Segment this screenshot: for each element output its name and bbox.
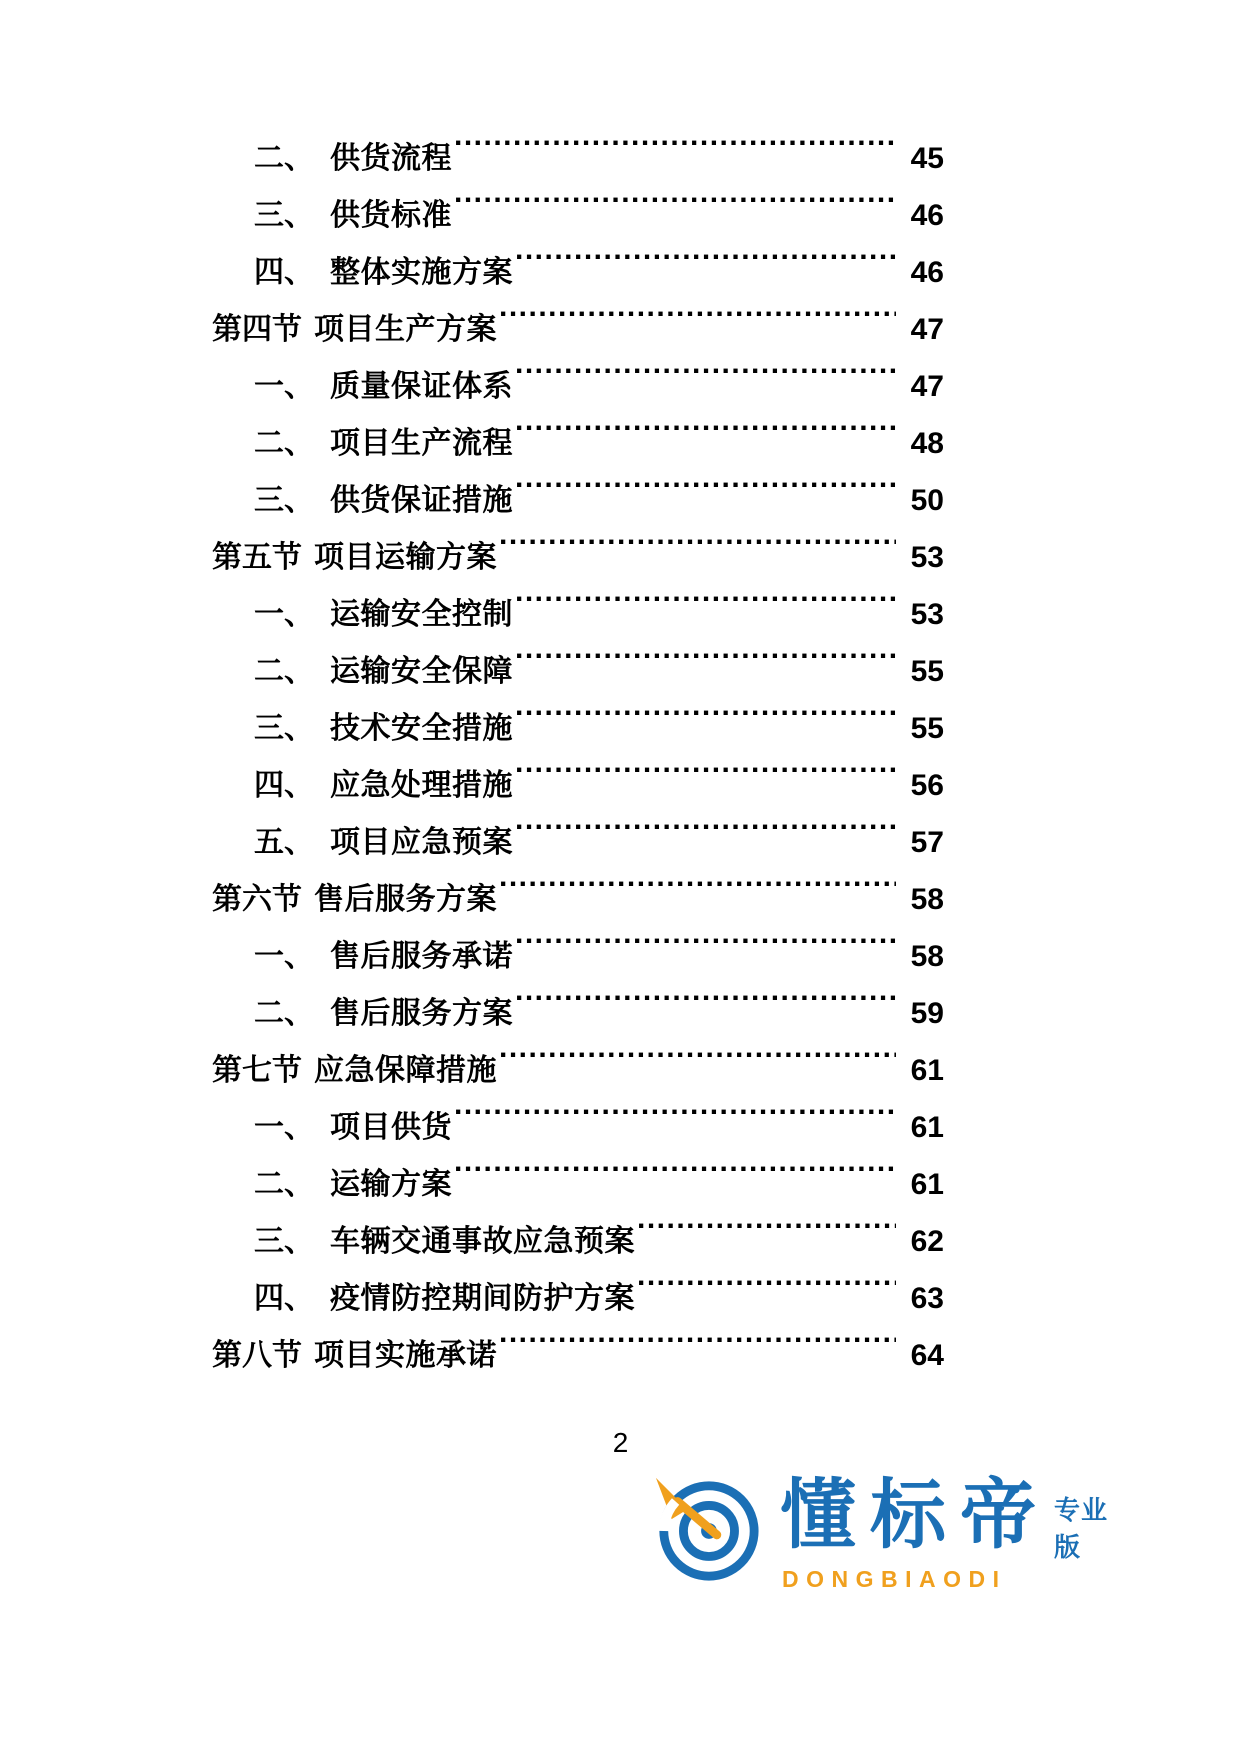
toc-entry-page: 61 xyxy=(910,1054,944,1087)
toc-entry[interactable] xyxy=(0,358,1241,415)
page-number-value: 2 xyxy=(612,1427,629,1458)
toc-leader-dots xyxy=(454,138,896,168)
toc-entry[interactable] xyxy=(0,700,1241,757)
toc-entry[interactable] xyxy=(0,871,1241,928)
toc-entry-page: 46 xyxy=(910,199,944,232)
toc-entry-lead: 三、 xyxy=(254,199,314,232)
toc-entry-page: 53 xyxy=(910,541,944,574)
toc-leader-dots xyxy=(499,1050,896,1080)
toc-entry-lead: 二、 xyxy=(254,655,314,688)
toc-leader-dots xyxy=(515,594,896,624)
toc-leader-dots xyxy=(454,195,896,225)
toc-entry[interactable] xyxy=(0,187,1241,244)
toc-entry-page: 47 xyxy=(910,313,944,346)
toc-leader-dots xyxy=(515,480,896,510)
toc-entry[interactable] xyxy=(0,1270,1241,1327)
toc-entry-title: 车辆交通事故应急预案 xyxy=(330,1225,635,1258)
toc-entry-title: 质量保证体系 xyxy=(330,370,513,403)
toc-entry[interactable] xyxy=(0,415,1241,472)
toc-entry[interactable] xyxy=(0,244,1241,301)
toc-leader-dots xyxy=(637,1278,896,1308)
toc-entry-title: 供货标准 xyxy=(330,199,452,232)
toc-entry-lead: 一、 xyxy=(254,1111,314,1144)
toc-entry[interactable] xyxy=(0,1213,1241,1270)
toc-leader-dots xyxy=(454,1164,896,1194)
toc-entry-page: 48 xyxy=(910,427,944,460)
toc-entry-lead: 二、 xyxy=(254,1168,314,1201)
toc-entry-page: 55 xyxy=(910,712,944,745)
toc-entry-lead: 一、 xyxy=(254,598,314,631)
toc-entry-lead: 第七节 xyxy=(212,1054,302,1087)
toc-entry-lead: 二、 xyxy=(254,997,314,1030)
toc-entry-title: 应急处理措施 xyxy=(330,769,513,802)
toc-entry-lead: 一、 xyxy=(254,370,314,403)
toc-entry-lead: 第八节 xyxy=(212,1339,302,1372)
toc-entry-page: 57 xyxy=(910,826,944,859)
toc-entry-title: 项目应急预案 xyxy=(330,826,513,859)
toc-leader-dots xyxy=(515,765,896,795)
toc-entry-title: 应急保障措施 xyxy=(314,1054,497,1087)
toc-entry[interactable] xyxy=(0,1099,1241,1156)
toc-entry-lead: 二、 xyxy=(254,427,314,460)
toc-entry-title: 售后服务承诺 xyxy=(330,940,513,973)
toc-entry-title: 运输方案 xyxy=(330,1168,452,1201)
toc-leader-dots xyxy=(499,879,896,909)
toc-entry-lead: 三、 xyxy=(254,1225,314,1258)
toc-leader-dots xyxy=(515,366,896,396)
toc-entry-title: 供货流程 xyxy=(330,142,452,175)
toc-entry-lead: 一、 xyxy=(254,940,314,973)
toc-entry-lead: 第五节 xyxy=(212,541,302,574)
toc-entry[interactable] xyxy=(0,928,1241,985)
toc-entry-page: 59 xyxy=(910,997,944,1030)
toc-entry-page: 45 xyxy=(910,142,944,175)
toc-entry-title: 项目实施承诺 xyxy=(314,1339,497,1372)
toc-entry-page: 58 xyxy=(910,883,944,916)
toc-entry-title: 项目生产方案 xyxy=(314,313,497,346)
toc-entry-page: 56 xyxy=(910,769,944,802)
target-logo-icon xyxy=(648,1474,766,1584)
toc-leader-dots xyxy=(454,1107,896,1137)
watermark-brand: 懂标帝 xyxy=(780,1473,1050,1558)
toc-entry[interactable] xyxy=(0,529,1241,586)
toc-entry-title: 疫情防控期间防护方案 xyxy=(330,1282,635,1315)
toc-entry-page: 55 xyxy=(910,655,944,688)
toc-entry-lead: 三、 xyxy=(254,712,314,745)
toc-entry[interactable] xyxy=(0,472,1241,529)
toc-leader-dots xyxy=(515,708,896,738)
toc-entry[interactable] xyxy=(0,985,1241,1042)
page-number xyxy=(0,1427,1241,1459)
toc-leader-dots xyxy=(515,822,896,852)
toc-leader-dots xyxy=(515,252,896,282)
toc-leader-dots xyxy=(499,1335,896,1365)
toc-entry-title: 项目供货 xyxy=(330,1111,452,1144)
table-of-contents xyxy=(0,130,1241,1384)
toc-leader-dots xyxy=(515,993,896,1023)
toc-entry-title: 项目运输方案 xyxy=(314,541,497,574)
toc-entry[interactable] xyxy=(0,643,1241,700)
watermark-superscript: 专业版 xyxy=(1054,1495,1109,1562)
toc-entry-lead: 四、 xyxy=(254,1282,314,1315)
toc-entry-page: 61 xyxy=(910,1111,944,1144)
toc-entry-page: 63 xyxy=(910,1282,944,1315)
toc-entry-title: 售后服务方案 xyxy=(314,883,497,916)
toc-leader-dots xyxy=(515,651,896,681)
toc-entry-title: 运输安全控制 xyxy=(330,598,513,631)
toc-entry-title: 技术安全措施 xyxy=(330,712,513,745)
toc-entry[interactable] xyxy=(0,1156,1241,1213)
toc-entry[interactable] xyxy=(0,586,1241,643)
toc-leader-dots xyxy=(499,309,896,339)
toc-entry-page: 53 xyxy=(910,598,944,631)
toc-leader-dots xyxy=(515,423,896,453)
toc-entry-lead: 第四节 xyxy=(212,313,302,346)
toc-entry-title: 售后服务方案 xyxy=(330,997,513,1030)
toc-leader-dots xyxy=(515,936,896,966)
toc-leader-dots xyxy=(499,537,896,567)
toc-entry-lead: 四、 xyxy=(254,256,314,289)
watermark-subtitle: DONGBIAODI xyxy=(782,1566,1007,1592)
toc-leader-dots xyxy=(637,1221,896,1251)
toc-entry-lead: 第六节 xyxy=(212,883,302,916)
toc-entry-title: 运输安全保障 xyxy=(330,655,513,688)
toc-entry[interactable] xyxy=(0,1042,1241,1099)
toc-entry-page: 50 xyxy=(910,484,944,517)
toc-entry-title: 整体实施方案 xyxy=(330,256,513,289)
toc-entry[interactable] xyxy=(0,757,1241,814)
toc-entry-lead: 二、 xyxy=(254,142,314,175)
toc-entry-page: 61 xyxy=(910,1168,944,1201)
watermark-logo xyxy=(648,1468,1128,1598)
toc-entry-page: 58 xyxy=(910,940,944,973)
toc-entry-title: 项目生产流程 xyxy=(330,427,513,460)
toc-entry[interactable] xyxy=(0,130,1241,187)
toc-entry[interactable] xyxy=(0,301,1241,358)
toc-entry[interactable] xyxy=(0,1327,1241,1384)
toc-entry-lead: 三、 xyxy=(254,484,314,517)
toc-entry-page: 47 xyxy=(910,370,944,403)
toc-entry-page: 62 xyxy=(910,1225,944,1258)
toc-entry[interactable] xyxy=(0,814,1241,871)
toc-entry-page: 64 xyxy=(910,1339,944,1372)
toc-entry-page: 46 xyxy=(910,256,944,289)
toc-entry-title: 供货保证措施 xyxy=(330,484,513,517)
toc-entry-lead: 五、 xyxy=(254,826,314,859)
toc-entry-lead: 四、 xyxy=(254,769,314,802)
